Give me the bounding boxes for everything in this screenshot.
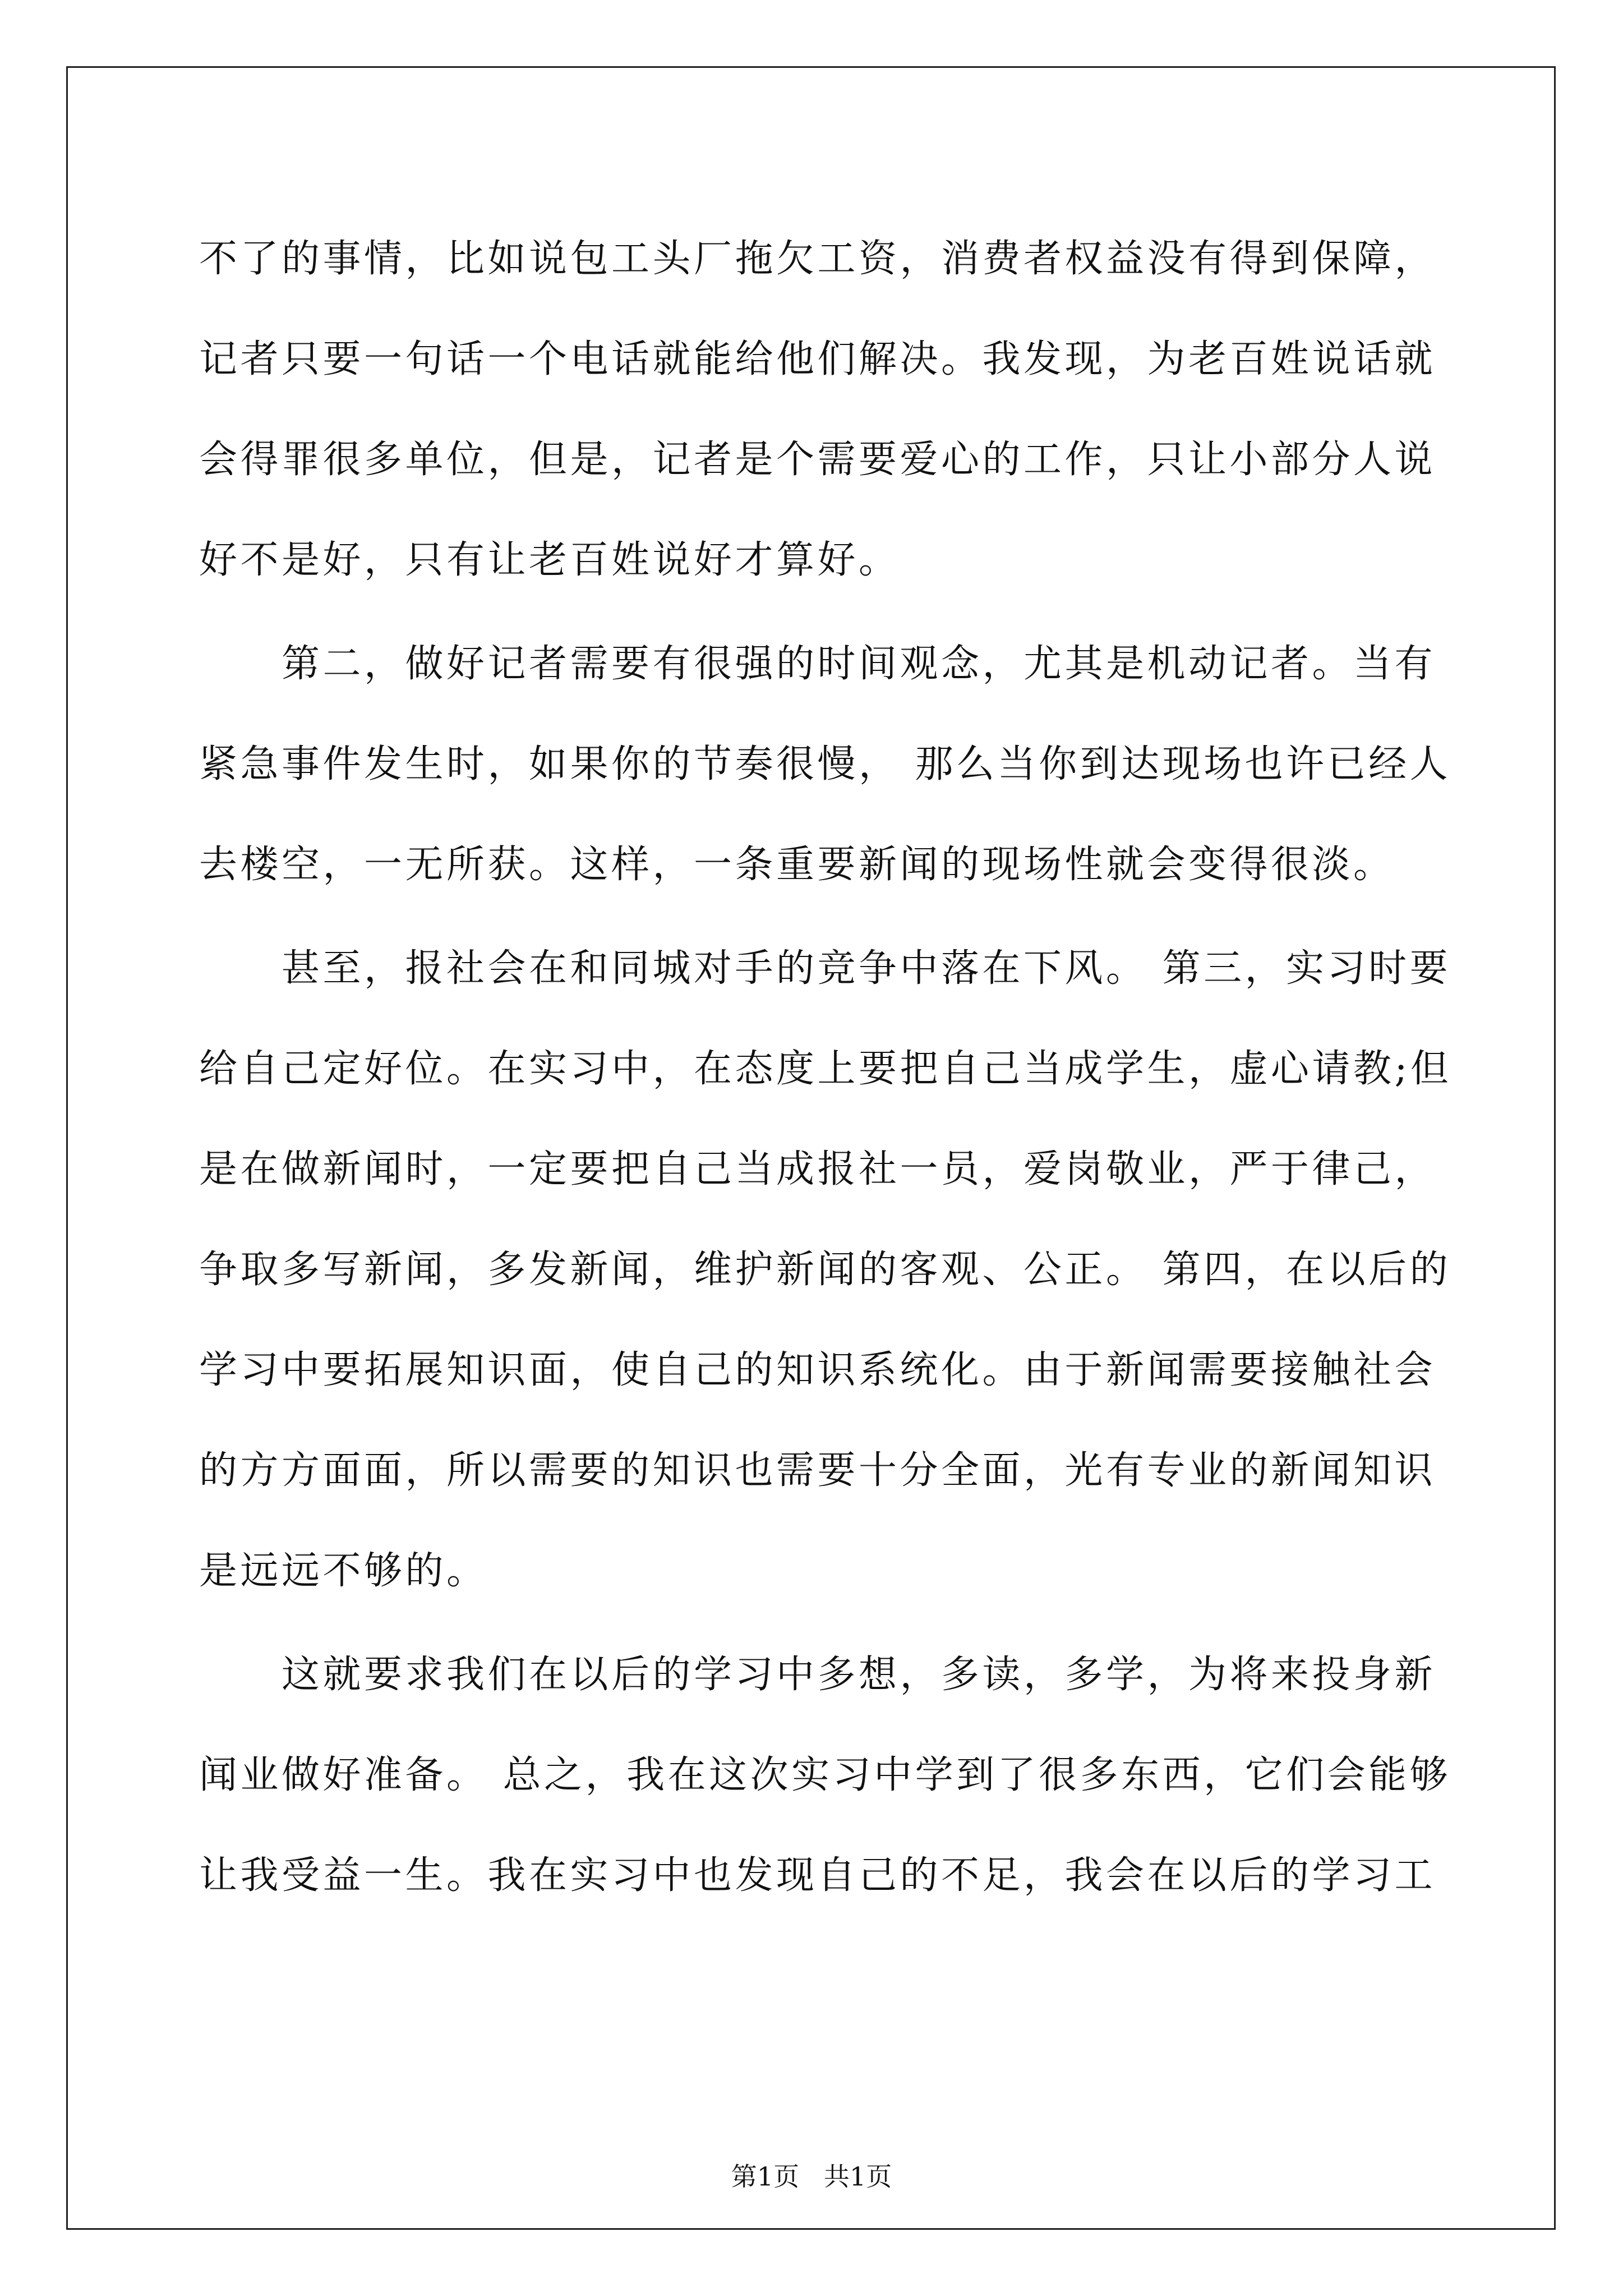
text-line: 这就要求我们在以后的学习中多想，多读，多学，为将来投身新	[282, 1653, 1436, 1697]
text-line: 甚至，报社会在和同城对手的竞争中落在下风。 第三，实习时要	[282, 946, 1451, 991]
text-line: 会得罪很多单位，但是，记者是个需要爱心的工作，只让小部分人说	[199, 438, 1436, 482]
document-body	[199, 209, 1452, 1926]
text-line: 去楼空，一无所获。这样，一条重要新闻的现场性就会变得很淡。	[199, 843, 1395, 887]
text-line: 闻业做好准备。 总之，我在这次实习中学到了很多东西，它们会能够	[199, 1753, 1451, 1797]
text-line: 争取多写新闻，多发新闻，维护新闻的客观、公正。 第四，在以后的	[199, 1248, 1451, 1292]
paragraph	[199, 1625, 1451, 1926]
text-line: 让我受益一生。我在实习中也发现自己的不足，我会在以后的学习工	[199, 1853, 1436, 1898]
text-line: 记者只要一句话一个电话就能给他们解决。我发现，为老百姓说话就	[199, 337, 1436, 381]
paragraph	[199, 209, 1436, 610]
text-line: 是远远不够的。	[199, 1549, 488, 1593]
paragraph	[199, 918, 1452, 1621]
text-line: 不了的事情，比如说包工头厂拖欠工资，消费者权益没有得到保障，	[199, 237, 1436, 281]
page-footer: 第1页 共1页	[731, 2161, 892, 2192]
text-line: 紧急事件发生时，如果你的节奏很慢， 那么当你到达现场也许已经人	[199, 742, 1451, 786]
paragraph	[199, 614, 1451, 915]
text-line: 第二，做好记者需要有很强的时间观念，尤其是机动记者。当有	[282, 642, 1436, 686]
text-line: 给自己定好位。在实习中，在态度上要把自己当成学生，虚心请教;但	[199, 1047, 1452, 1091]
text-line: 学习中要拓展知识面，使自己的知识系统化。由于新闻需要接触社会	[199, 1348, 1436, 1392]
text-line: 的方方面面，所以需要的知识也需要十分全面，光有专业的新闻知识	[199, 1448, 1436, 1493]
text-line: 是在做新闻时，一定要把自己当成报社一员，爱岗敬业，严于律己，	[199, 1147, 1436, 1191]
text-line: 好不是好，只有让老百姓说好才算好。	[199, 538, 900, 582]
